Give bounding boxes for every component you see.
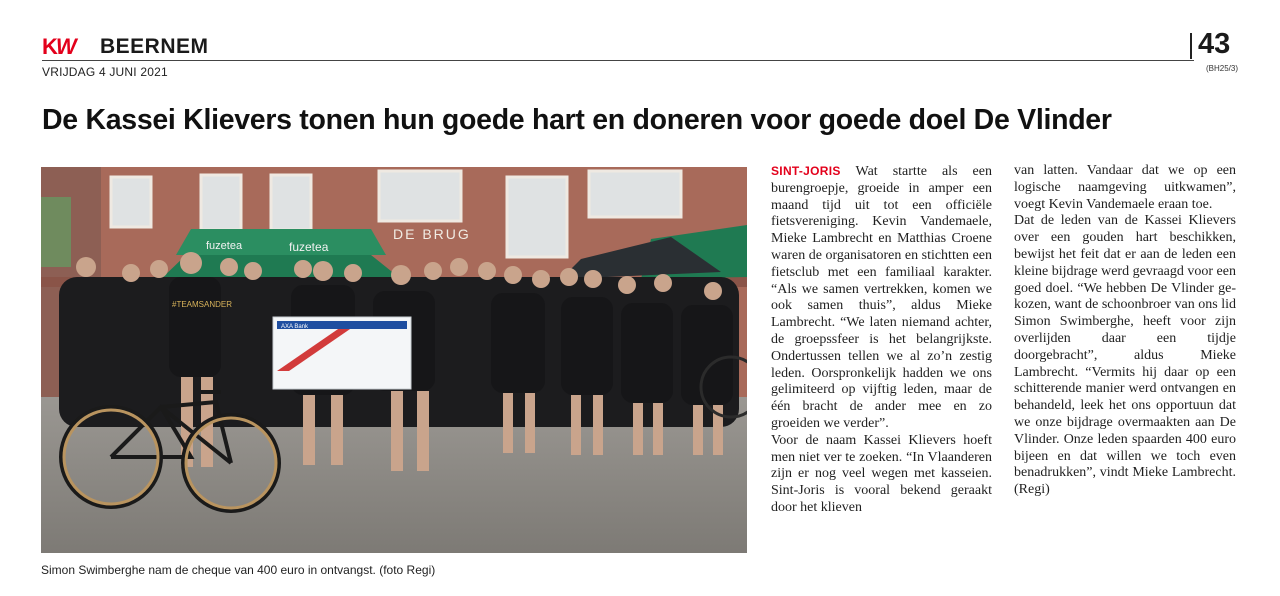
article-column-1 xyxy=(771,163,992,517)
paragraph-1-text: Wat startte als een burengroepje, groeide in amper een maand tijd uit tot een officiële fietsvereniging. Kevin Vandemaele, Mieke Lambrecht en Matthias Croene waren de organisatoren en stichtten een fietsclub met een familiaal karakter. “Als we samen vertrekken, komen we ook samen thuis”, aldus Mieke Lambrecht. “We laten niemand achter, de groepssfeer is het belangrijkste. Ondertussen tellen we al zo’n zestig leden. Oorspronkelijk hadden we ons gelimiteerd op vijftig leden, maar de één bracht de ander mee en zo groeiden we verder”. xyxy=(771,164,992,431)
paragraph-2: Voor de naam Kassei Klievers hoeft men niet ver te zoeken. “In Vlaanderen zijn er nog veel wegen met kasseien. Sint-Joris is vooral bekend geraakt door het klieven xyxy=(771,432,992,515)
building-sign: DE BRUG xyxy=(393,226,471,242)
jersey-text: #TEAMSANDER xyxy=(172,300,233,309)
paragraph-4: Dat de leden van de Kassei Klievers over een gouden hart beschikken, bewijst het feit dat er aan de leden een kleine bijdrage werd gevraagd voor een goed doel. “We hebben De Vlinder gekozen, want de schoonbroer van ons lid Simon Swimberghe, heeft voor zijn overlijden daar een tijdje doorgebracht”, aldus Mieke Lambrecht. “Vermits hij daar op een schitterende manier werd ontvangen en behandeld, leek het ons opportuun dat we onze bijdrage overmaakten aan De Vlinder. Onze leden spaarden 400 euro bijeen en dat willen we toch even benadrukken”, vindt Mieke Lambrecht. (Regi) xyxy=(1014,213,1236,498)
photo-caption: Simon Swimberghe nam de cheque van 400 euro in ontvangst. (foto Regi) xyxy=(41,563,436,577)
article-column-2 xyxy=(1014,163,1236,499)
paragraph-1 xyxy=(771,163,992,433)
page-number: 43 xyxy=(1198,28,1231,60)
umbrella-brand-2: fuzetea xyxy=(289,240,329,254)
umbrella-brand-1: fuzetea xyxy=(206,240,243,252)
dateline: SINT-JORIS xyxy=(771,164,841,178)
logo-letter-k: K xyxy=(42,34,56,59)
header-rule xyxy=(42,60,1194,61)
page-number-divider xyxy=(1190,33,1192,59)
article-photo xyxy=(41,167,747,553)
kw-logo xyxy=(42,36,75,58)
donation-cheque xyxy=(273,317,411,389)
edition-code: (BH25/3) xyxy=(1206,64,1239,73)
article-headline: De Kassei Klievers tonen hun goede hart en doneren voor goede doel De Vlinder xyxy=(42,104,1112,136)
section-town: BEERNEM xyxy=(100,35,209,58)
logo-letter-w: W xyxy=(55,34,75,59)
paragraph-3: van latten. Vandaar dat we op een logische naamgeving uitkwamen”, voegt Kevin Vandemaele eraan toe. xyxy=(1014,163,1236,212)
issue-date: VRIJDAG 4 JUNI 2021 xyxy=(42,65,168,79)
cheque-brand: AXA Bank xyxy=(281,324,309,330)
